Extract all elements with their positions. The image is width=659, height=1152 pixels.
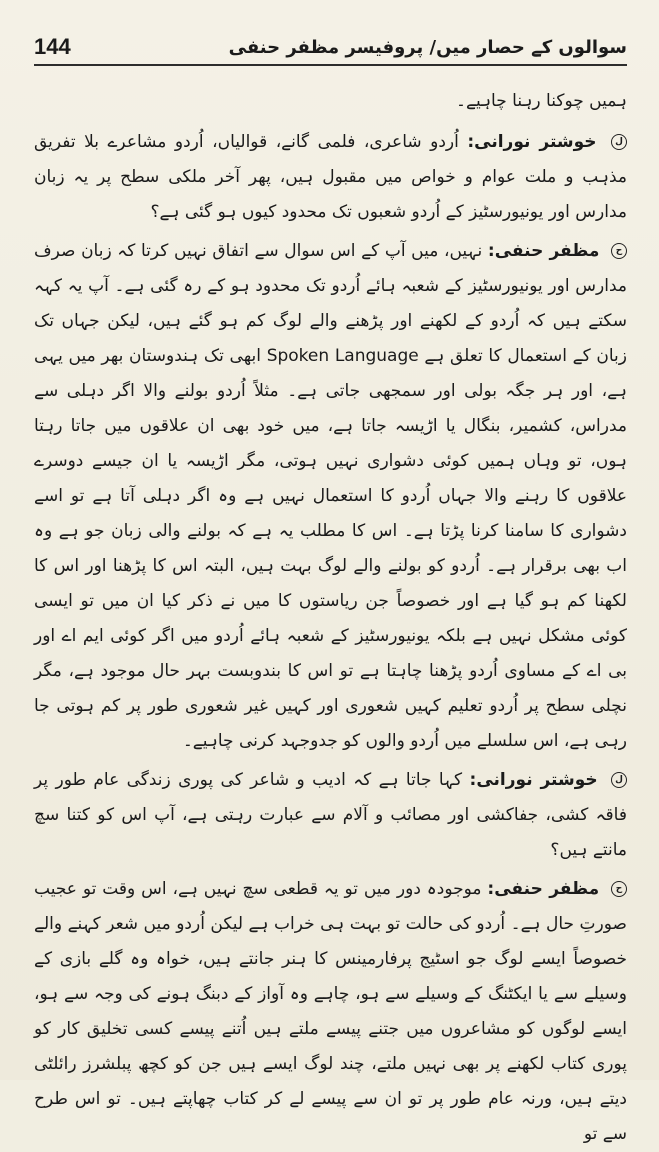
speaker-mark-icon: ل [611, 772, 627, 788]
interview-block-2 [34, 234, 627, 759]
speaker-name: مظفر حنفی: [487, 241, 600, 261]
page-header [34, 28, 627, 66]
interview-block-1 [34, 125, 627, 230]
speaker-mark-icon: ل [611, 134, 627, 150]
speaker-mark-icon: ح [611, 881, 627, 897]
intro-line: ہمیں چوکنا رہنا چاہیے۔ [456, 91, 627, 111]
speaker-name: خوشتر نورانی: [469, 770, 598, 790]
speaker-text: موجودہ دور میں تو یہ قطعی سچ نہیں ہے، اس وقت تو عجیب صورتِ حال ہے۔ اُردو کی حالت تو بہت ہی خراب ہے لیکن اُردو میں شعر کہنے والے خصوصاً ایسے لوگ جو اسٹیج پرفارمینس کا ہنر جانتے ہیں، خواہ وہ گلے بازی کے وسیلے سے یا ایکٹنگ کے وسیلے سے ہو، چاہے وہ آواز کے دبنگ ہونے کی وجہ سے ہو، ایسے لوگوں کو مشاعروں میں جتنے پیسے ملتے ہیں اُتنے پیسے کسی تخلیق کار کو پوری کتاب لکھنے پر بھی نہیں ملتے، چند لوگ ایسے ہیں جن کو کچھ پبلشرز رائلٹی دیتے ہیں، ورنہ عام طور پر تو ان سے پیسے لے کر کتاب چھاپتے ہیں۔ تو اس طرح سے تو [34, 879, 627, 1144]
speaker-name: مظفر حنفی: [487, 879, 600, 899]
speaker-text: اُردو شاعری، فلمی گانے، قوالیاں، اُردو مشاعرے بلا تفریق مذہب و ملت عوام و خواص میں مقبول ہیں، پھر آخر ملکی سطح پر یہ زبان مدارس اور یونیورسٹیز کے اُردو شعبوں تک محدود کیوں ہو گئی ہے؟ [34, 132, 627, 222]
page-number: 144 [34, 34, 71, 59]
page-content [34, 84, 627, 1152]
speaker-text: کہا جاتا ہے کہ ادیب و شاعر کی پوری زندگی عام طور پر فاقہ کشی، جفاکشی اور مصائب و آلام سے عبارت رہتی ہے، آپ اس کو کتنا سچ مانتے ہیں؟ [34, 770, 627, 860]
interview-block-3 [34, 763, 627, 868]
interview-block-4 [34, 872, 627, 1152]
speaker-text: نہیں، میں آپ کے اس سوال سے اتفاق نہیں کرتا کہ زبان صرف مدارس اور یونیورسٹیز کے شعبہ ہائے اُردو تک محدود ہو کے رہ گئی ہے۔ آپ یہ کہہ سکتے ہیں کہ اُردو کے لکھنے اور پڑھنے والے لوگ کم ہو گئے ہیں، لیکن جہاں تک زبان کے استعمال کا تعلق ہے Spoken Language ابھی تک ہندوستان بھر میں یہی ہے، اور ہر جگہ بولی اور سمجھی جاتی ہے۔ مثلاً اُردو بولنے والا اگر دہلی سے مدراس، کشمیر، بنگال یا اڑیسہ جاتا ہے، میں خود بھی ان علاقوں میں جاتا رہتا ہوں، تو وہاں ہمیں کوئی دشواری نہیں ہوتی، مگر اڑیسہ یا ان جیسے دوسرے علاقوں کا رہنے والا جہاں اُردو کا استعمال نہیں ہے وہ اگر دہلی آتا ہے تو اسے دشواری کا سامنا کرنا پڑتا ہے۔ اس کا مطلب یہ ہے کہ بولنے والی زبان جو ہے وہ اب بھی برقرار ہے۔ اُردو کو بولنے والے لوگ بہت ہیں، البتہ اس کا پڑھنا اور اس کا لکھنا کم ہو گیا ہے اور خصوصاً جن ریاستوں کا میں نے ذکر کیا ان میں تو ایسی کوئی مشکل نہیں ہے بلکہ یونیورسٹیز کے شعبہ ہائے اُردو میں اگر کوئی ایم اے اور بی اے کے مساوی اُردو پڑھنا چاہتا ہے تو اس کا بندوبست بہر حال موجود ہے، مگر نچلی سطح پر اُردو تعلیم کہیں شعوری اور کہیں غیر شعوری طور پر کم ہوتی جا رہی ہے، اس سلسلے میں اُردو والوں کو جدوجہد کرنی چاہیے۔ [34, 241, 627, 751]
speaker-mark-icon: ح [611, 243, 627, 259]
speaker-name: خوشتر نورانی: [467, 132, 597, 152]
running-head: سوالوں کے حصار میں/ پروفیسر مظفر حنفی [228, 37, 627, 59]
